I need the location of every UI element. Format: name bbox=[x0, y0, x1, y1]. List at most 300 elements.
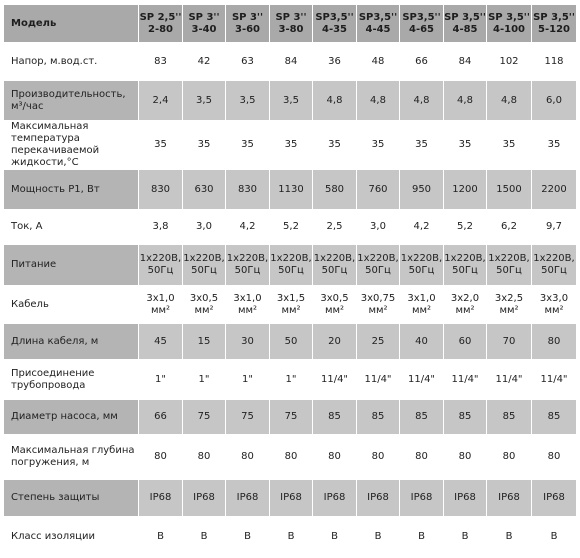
cell-value: 3x2,0 bbox=[450, 292, 480, 304]
model-header-cell bbox=[486, 5, 531, 43]
table-cell bbox=[486, 435, 531, 480]
row-label bbox=[4, 286, 138, 324]
cell-value: 85 bbox=[502, 411, 516, 422]
cell-value: 80 bbox=[415, 451, 428, 462]
table-cell bbox=[531, 81, 576, 121]
table-cell bbox=[486, 360, 531, 400]
cell-value: 4,8 bbox=[413, 94, 430, 106]
cell-value: 75 bbox=[284, 411, 298, 422]
cell-value: 1x220В, bbox=[226, 253, 269, 264]
table-cell bbox=[182, 43, 225, 81]
table-cell bbox=[182, 480, 225, 517]
cell-value: 80 bbox=[328, 451, 341, 462]
model-code: 3-80 bbox=[278, 23, 304, 35]
table-row bbox=[4, 400, 576, 435]
table-cell bbox=[486, 43, 531, 81]
table-cell bbox=[138, 517, 182, 558]
table-cell bbox=[399, 81, 443, 121]
row-label bbox=[4, 210, 138, 245]
table-cell bbox=[356, 480, 399, 517]
table-cell bbox=[399, 435, 443, 480]
model-series: SP 3'' bbox=[275, 11, 307, 23]
cell-value: 1x220В, bbox=[357, 253, 399, 264]
cell-value: IP68 bbox=[454, 492, 476, 503]
model-series: SP 3,5'' bbox=[533, 11, 575, 23]
table-cell bbox=[312, 400, 356, 435]
model-series: SP 3,5'' bbox=[444, 11, 486, 23]
row-label-line: Питание bbox=[11, 259, 57, 270]
table-cell bbox=[356, 435, 399, 480]
cell-value: IP68 bbox=[410, 492, 433, 503]
table-cell bbox=[486, 400, 531, 435]
row-label-line: Мощность Р1, Вт bbox=[11, 183, 100, 195]
cell-value: 1x220В, bbox=[139, 253, 182, 264]
table-cell bbox=[138, 81, 182, 121]
table-cell bbox=[269, 210, 312, 245]
row-label-line: Максимальная температура bbox=[11, 121, 89, 144]
table-cell bbox=[138, 170, 182, 210]
table-cell bbox=[138, 43, 182, 81]
cell-value: 1500 bbox=[496, 183, 522, 195]
cell-value: 3x2,5 bbox=[494, 292, 524, 304]
cell-value: мм² bbox=[150, 304, 171, 316]
table-cell bbox=[531, 245, 576, 286]
table-cell bbox=[225, 210, 269, 245]
cell-value: 3,5 bbox=[239, 94, 256, 106]
row-label bbox=[4, 324, 138, 360]
cell-value: 4,2 bbox=[239, 221, 256, 232]
table-cell bbox=[486, 517, 531, 558]
table-cell bbox=[531, 400, 576, 435]
table-cell bbox=[356, 81, 399, 121]
table-row bbox=[4, 324, 576, 360]
table-cell bbox=[486, 210, 531, 245]
table-row bbox=[4, 286, 576, 324]
cell-value: 1" bbox=[198, 373, 210, 385]
row-label-line: Кабель bbox=[11, 298, 49, 310]
cell-value: 35 bbox=[284, 139, 298, 150]
cell-value: 3,5 bbox=[283, 94, 299, 106]
cell-value: B bbox=[461, 531, 469, 542]
model-series: SP3,5'' bbox=[358, 11, 398, 23]
table-cell bbox=[225, 170, 269, 210]
cell-value: IP68 bbox=[280, 492, 302, 503]
table-cell bbox=[225, 517, 269, 558]
table-cell bbox=[486, 245, 531, 286]
model-series: SP 3,5'' bbox=[488, 11, 530, 23]
cell-value: 3x0,75 bbox=[360, 292, 396, 304]
cell-value: 80 bbox=[154, 451, 167, 462]
cell-value: 118 bbox=[544, 55, 564, 67]
table-cell bbox=[312, 324, 356, 360]
table-row bbox=[4, 43, 576, 81]
cell-value: 3,0 bbox=[370, 221, 386, 232]
cell-value: 85 bbox=[547, 411, 561, 422]
cell-value: 35 bbox=[197, 139, 211, 150]
model-header-cell bbox=[182, 5, 225, 43]
table-cell bbox=[486, 286, 531, 324]
cell-value: 11/4" bbox=[407, 373, 436, 385]
model-header-cell bbox=[312, 5, 356, 43]
cell-value: 50Гц bbox=[496, 265, 522, 276]
row-label-line: трубопровода bbox=[11, 379, 86, 391]
table-cell bbox=[399, 170, 443, 210]
table-cell bbox=[443, 400, 486, 435]
cell-value: мм² bbox=[194, 304, 214, 316]
table-row bbox=[4, 121, 576, 170]
table-cell bbox=[312, 480, 356, 517]
table-cell bbox=[312, 360, 356, 400]
table-cell bbox=[312, 43, 356, 81]
cell-value: 11/4" bbox=[540, 373, 568, 385]
cell-value: 830 bbox=[237, 183, 258, 195]
cell-value: 2,5 bbox=[326, 221, 343, 232]
table-cell bbox=[443, 170, 486, 210]
row-label bbox=[4, 245, 138, 286]
model-header-cell bbox=[225, 5, 269, 43]
table-cell bbox=[138, 210, 182, 245]
cell-value: 66 bbox=[154, 411, 167, 422]
table-cell bbox=[399, 286, 443, 324]
cell-value: 66 bbox=[415, 55, 428, 67]
model-code: 4-100 bbox=[493, 23, 525, 35]
cell-value: 1x220В, bbox=[444, 253, 486, 264]
cell-value: 1x220В, bbox=[313, 253, 356, 264]
cell-value: IP68 bbox=[236, 492, 259, 503]
cell-value: 80 bbox=[371, 451, 385, 462]
cell-value: 4,8 bbox=[370, 94, 386, 106]
cell-value: 50Гц bbox=[541, 265, 567, 276]
cell-value: 11/4" bbox=[451, 373, 479, 385]
table-cell bbox=[443, 286, 486, 324]
table-cell bbox=[312, 170, 356, 210]
table-cell bbox=[182, 286, 225, 324]
model-series: SP 3'' bbox=[231, 11, 264, 23]
cell-value: 50 bbox=[284, 335, 298, 347]
row-label-line: Напор, м.вод.ст. bbox=[11, 55, 98, 67]
cell-value: мм² bbox=[411, 304, 432, 316]
table-cell bbox=[443, 81, 486, 121]
table-cell bbox=[443, 480, 486, 517]
cell-value: 84 bbox=[458, 55, 472, 67]
table-cell bbox=[225, 480, 269, 517]
cell-value: 35 bbox=[547, 139, 561, 150]
table-cell bbox=[399, 121, 443, 170]
table-cell bbox=[443, 360, 486, 400]
cell-value: 20 bbox=[328, 335, 341, 347]
row-label bbox=[4, 43, 138, 81]
table-cell bbox=[531, 43, 576, 81]
cell-value: 630 bbox=[194, 183, 214, 195]
cell-value: мм² bbox=[324, 304, 345, 316]
row-label-line: Длина кабеля, м bbox=[11, 335, 99, 347]
table-cell bbox=[269, 81, 312, 121]
cell-value: 3x0,5 bbox=[320, 292, 349, 304]
cell-value: 35 bbox=[502, 139, 516, 150]
cell-value: 2200 bbox=[541, 183, 567, 195]
table-cell bbox=[312, 210, 356, 245]
model-code: 4-45 bbox=[365, 23, 391, 35]
cell-value: B bbox=[505, 531, 513, 542]
cell-value: мм² bbox=[237, 304, 258, 316]
table-cell bbox=[182, 210, 225, 245]
cell-value: 35 bbox=[371, 139, 385, 150]
table-cell bbox=[182, 324, 225, 360]
table-cell bbox=[356, 210, 399, 245]
table-cell bbox=[269, 435, 312, 480]
cell-value: 85 bbox=[458, 411, 472, 422]
model-code: 4-85 bbox=[452, 23, 478, 35]
cell-value: 1x220В, bbox=[270, 253, 312, 264]
cell-value: 1x220В, bbox=[488, 253, 530, 264]
table-cell bbox=[486, 121, 531, 170]
cell-value: 3x1,0 bbox=[407, 292, 436, 304]
table-cell bbox=[225, 324, 269, 360]
table-cell bbox=[531, 360, 576, 400]
model-code: 4-35 bbox=[321, 23, 348, 35]
cell-value: 102 bbox=[499, 55, 519, 67]
cell-value: IP68 bbox=[543, 492, 565, 503]
table-cell bbox=[531, 121, 576, 170]
table-cell bbox=[356, 400, 399, 435]
table-cell bbox=[138, 480, 182, 517]
cell-value: 84 bbox=[284, 55, 298, 67]
cell-value: 60 bbox=[458, 335, 472, 347]
table-cell bbox=[399, 324, 443, 360]
cell-value: 1200 bbox=[452, 183, 478, 195]
table-cell bbox=[138, 435, 182, 480]
table-cell bbox=[225, 81, 269, 121]
row-label bbox=[4, 400, 138, 435]
table-cell bbox=[138, 400, 182, 435]
cell-value: 80 bbox=[458, 451, 472, 462]
cell-value: 2,4 bbox=[152, 94, 169, 106]
cell-value: IP68 bbox=[498, 492, 520, 503]
model-code: 5-120 bbox=[538, 23, 570, 35]
table-cell bbox=[443, 435, 486, 480]
cell-value: 85 bbox=[328, 411, 341, 422]
cell-value: 35 bbox=[241, 139, 254, 150]
cell-value: 36 bbox=[328, 55, 341, 67]
cell-value: 75 bbox=[241, 411, 254, 422]
table-cell bbox=[225, 121, 269, 170]
row-label-line: перекачиваемой жидкости,°С bbox=[11, 145, 100, 168]
model-series: SP 2,5'' bbox=[139, 11, 182, 23]
cell-value: 1" bbox=[155, 373, 166, 385]
table-cell bbox=[269, 324, 312, 360]
cell-value: 3x1,0 bbox=[146, 292, 175, 304]
cell-value: мм² bbox=[281, 304, 301, 316]
cell-value: B bbox=[550, 531, 558, 542]
table-row bbox=[4, 245, 576, 286]
table-cell bbox=[531, 170, 576, 210]
table-cell bbox=[486, 81, 531, 121]
cell-value: 9,7 bbox=[546, 221, 562, 232]
cell-value: 1x220В, bbox=[183, 253, 225, 264]
cell-value: B bbox=[331, 531, 338, 542]
table-cell bbox=[486, 480, 531, 517]
cell-value: 3,8 bbox=[152, 221, 169, 232]
model-series: SP3,5'' bbox=[315, 11, 354, 23]
table-cell bbox=[399, 517, 443, 558]
cell-value: 11/4" bbox=[320, 373, 349, 385]
cell-value: 50Гц bbox=[321, 265, 348, 276]
cell-value: 80 bbox=[547, 335, 561, 347]
table-cell bbox=[269, 43, 312, 81]
cell-value: 950 bbox=[411, 183, 432, 195]
table-cell bbox=[138, 360, 182, 400]
row-label-line: Диаметр насоса, мм bbox=[11, 411, 118, 422]
table-cell bbox=[182, 245, 225, 286]
table-row bbox=[4, 81, 576, 121]
table-cell bbox=[443, 43, 486, 81]
cell-value: 80 bbox=[547, 451, 561, 462]
cell-value: 11/4" bbox=[364, 373, 392, 385]
cell-value: 63 bbox=[241, 55, 254, 67]
table-cell bbox=[486, 170, 531, 210]
table-cell bbox=[356, 286, 399, 324]
table-cell bbox=[356, 324, 399, 360]
table-cell bbox=[531, 286, 576, 324]
model-header-cell bbox=[356, 5, 399, 43]
table-cell bbox=[138, 286, 182, 324]
cell-value: 35 bbox=[415, 139, 428, 150]
table-cell bbox=[182, 517, 225, 558]
row-label bbox=[4, 480, 138, 517]
cell-value: 80 bbox=[197, 451, 211, 462]
table-header-row bbox=[4, 5, 576, 43]
row-label bbox=[4, 435, 138, 480]
table-cell bbox=[312, 245, 356, 286]
table-row bbox=[4, 210, 576, 245]
table-cell bbox=[269, 170, 312, 210]
table-cell bbox=[138, 245, 182, 286]
row-label bbox=[4, 517, 138, 558]
table-cell bbox=[269, 360, 312, 400]
table-cell bbox=[443, 517, 486, 558]
cell-value: B bbox=[374, 531, 382, 542]
table-cell bbox=[312, 81, 356, 121]
table-cell bbox=[399, 480, 443, 517]
cell-value: 35 bbox=[458, 139, 472, 150]
table-cell bbox=[225, 43, 269, 81]
model-header-cell bbox=[269, 5, 312, 43]
row-label-line: Производительность, м³/час bbox=[11, 88, 126, 112]
table-cell bbox=[225, 286, 269, 324]
table-cell bbox=[531, 480, 576, 517]
cell-value: 85 bbox=[415, 411, 428, 422]
table-cell bbox=[225, 360, 269, 400]
table-row bbox=[4, 360, 576, 400]
cell-value: 3x1,0 bbox=[233, 292, 262, 304]
model-header-cell bbox=[138, 5, 182, 43]
table-cell bbox=[269, 286, 312, 324]
model-header-cell bbox=[443, 5, 486, 43]
table-cell bbox=[443, 121, 486, 170]
row-label-line: Присоединение bbox=[11, 367, 95, 379]
model-header-cell bbox=[531, 5, 576, 43]
cell-value: 5,2 bbox=[457, 221, 473, 232]
cell-value: 3x3,0 bbox=[539, 292, 569, 304]
cell-value: 3,5 bbox=[196, 94, 212, 106]
cell-value: 11/4" bbox=[495, 373, 523, 385]
row-label-line: Максимальная глубина bbox=[11, 445, 135, 456]
cell-value: мм² bbox=[499, 304, 519, 316]
cell-value: 48 bbox=[371, 55, 385, 67]
table-cell bbox=[399, 43, 443, 81]
row-label-line: погружения, м bbox=[11, 457, 90, 468]
table-cell bbox=[182, 400, 225, 435]
cell-value: 1" bbox=[285, 373, 297, 385]
table-row bbox=[4, 435, 576, 480]
table-cell bbox=[356, 121, 399, 170]
cell-value: 6,0 bbox=[546, 94, 562, 106]
model-code: 4-65 bbox=[408, 23, 435, 35]
table-cell bbox=[225, 435, 269, 480]
model-series: SP 3'' bbox=[188, 11, 220, 23]
table-cell bbox=[269, 400, 312, 435]
cell-value: IP68 bbox=[149, 492, 172, 503]
cell-value: 4,8 bbox=[501, 94, 517, 106]
cell-value: 50Гц bbox=[234, 265, 261, 276]
row-label bbox=[4, 81, 138, 121]
table-row bbox=[4, 517, 576, 558]
table-cell bbox=[399, 400, 443, 435]
table-cell bbox=[356, 517, 399, 558]
table-cell bbox=[356, 43, 399, 81]
cell-value: мм² bbox=[544, 304, 564, 316]
cell-value: 30 bbox=[241, 335, 254, 347]
table-cell bbox=[531, 210, 576, 245]
cell-value: 50Гц bbox=[191, 265, 217, 276]
table-cell bbox=[138, 324, 182, 360]
cell-value: IP68 bbox=[367, 492, 389, 503]
table-cell bbox=[269, 121, 312, 170]
cell-value: 75 bbox=[197, 411, 211, 422]
cell-value: 35 bbox=[328, 139, 341, 150]
row-label bbox=[4, 121, 138, 170]
cell-value: 70 bbox=[502, 335, 516, 347]
cell-value: 50Гц bbox=[147, 265, 174, 276]
table-cell bbox=[356, 360, 399, 400]
table-cell bbox=[443, 210, 486, 245]
row-label-line: Класс изоляции bbox=[11, 531, 95, 542]
cell-value: 50Гц bbox=[365, 265, 391, 276]
cell-value: 4,8 bbox=[326, 94, 343, 106]
cell-value: мм² bbox=[368, 304, 388, 316]
cell-value: 1" bbox=[242, 373, 253, 385]
table-cell bbox=[312, 286, 356, 324]
cell-value: 4,8 bbox=[457, 94, 473, 106]
cell-value: 1x220В, bbox=[400, 253, 443, 264]
cell-value: B bbox=[200, 531, 208, 542]
table-cell bbox=[443, 324, 486, 360]
table-cell bbox=[312, 121, 356, 170]
cell-value: 35 bbox=[154, 139, 167, 150]
cell-value: 580 bbox=[324, 183, 345, 195]
cell-value: 4,2 bbox=[413, 221, 430, 232]
row-label bbox=[4, 170, 138, 210]
row-label-line: Ток, А bbox=[11, 221, 43, 232]
cell-value: 42 bbox=[197, 55, 211, 67]
table-row bbox=[4, 480, 576, 517]
model-header-cell bbox=[399, 5, 443, 43]
table-cell bbox=[182, 360, 225, 400]
cell-value: 25 bbox=[371, 335, 385, 347]
cell-value: IP68 bbox=[193, 492, 215, 503]
table-cell bbox=[225, 245, 269, 286]
cell-value: B bbox=[157, 531, 164, 542]
